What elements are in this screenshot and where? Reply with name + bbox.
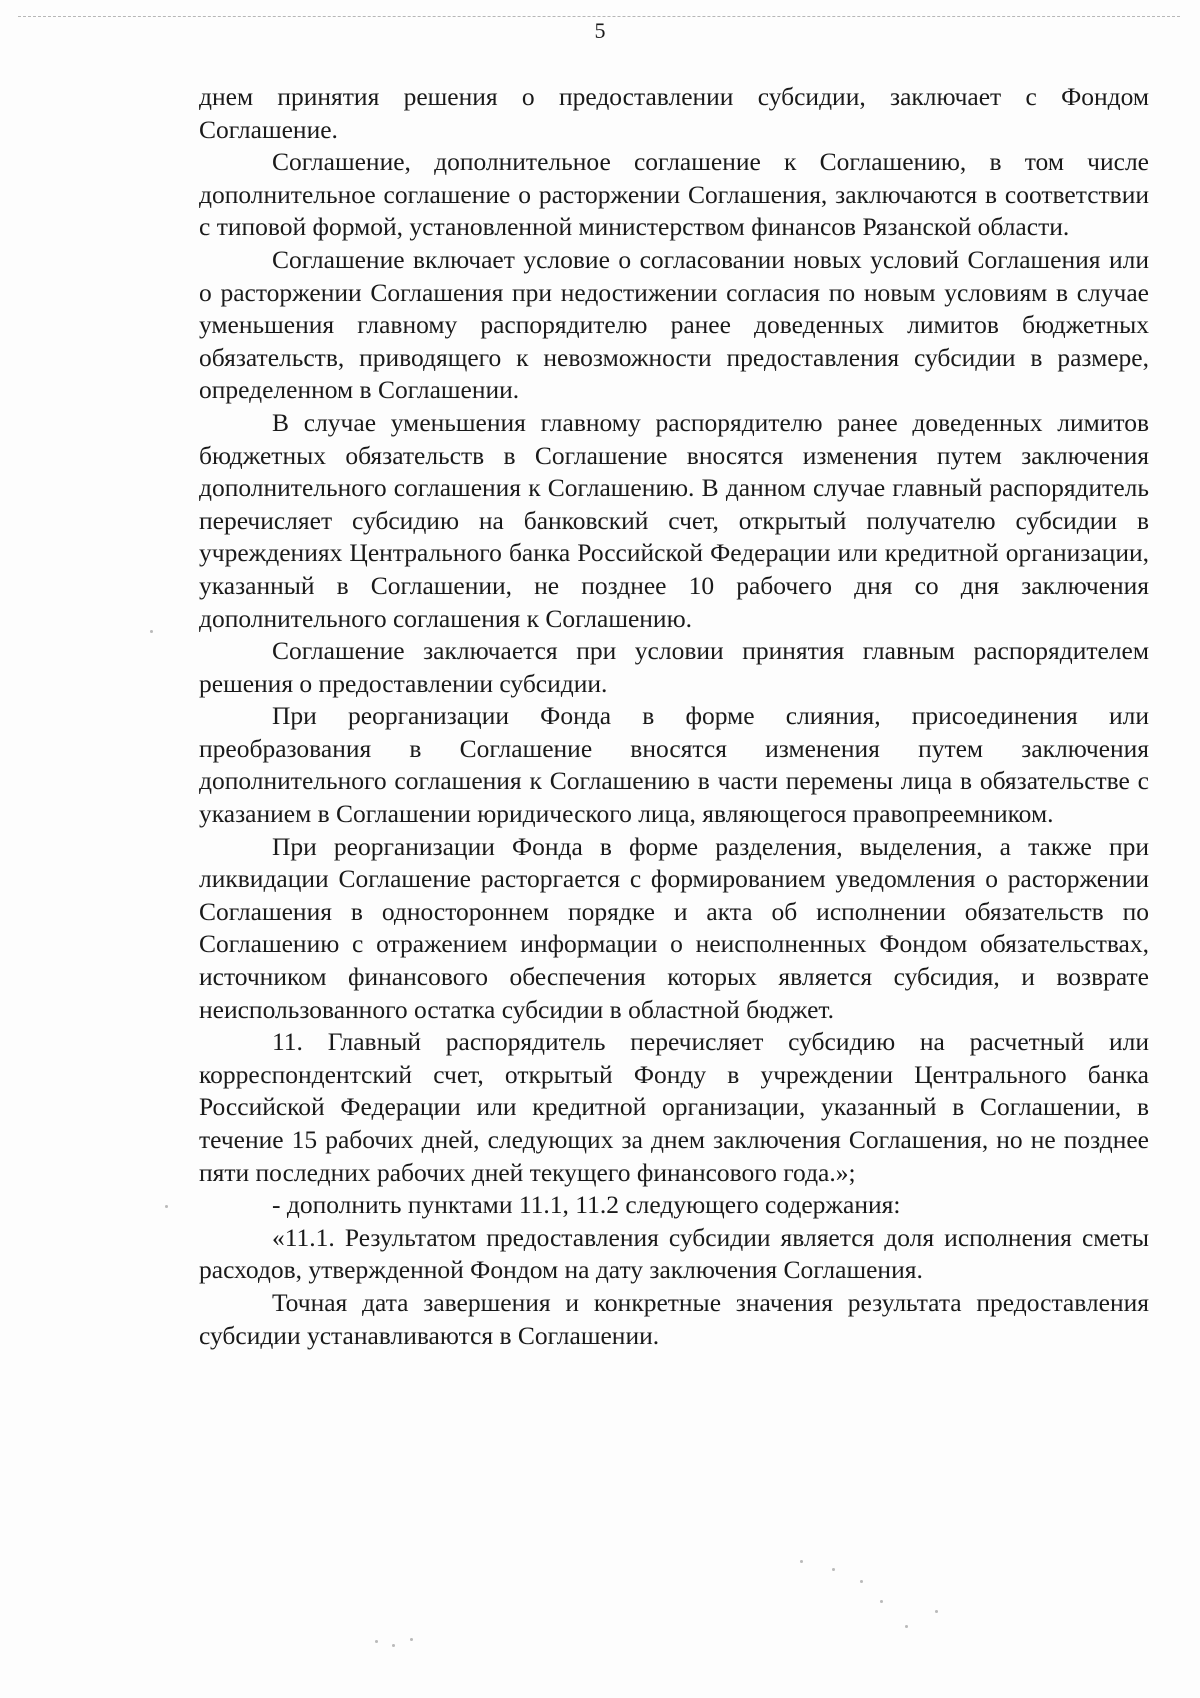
paragraph: Соглашение включает условие о согласовании новых условий Соглашения или о расторжении Соглашения при недостижении согласия по новым условиям в случае уменьшения главному распорядителю ранее доведенных лимитов бюджетных обязательств, приводящего к невозможности предоставления субсидии в размере, определенном в Соглашении. bbox=[199, 244, 1149, 405]
scan-speck bbox=[165, 1205, 168, 1208]
scan-speck bbox=[935, 1610, 938, 1613]
page-number: 5 bbox=[594, 18, 606, 43]
paragraph: При реорганизации Фонда в форме слияния, присоединения или преобразования в Соглашение вносятся изменения путем заключения дополнительного соглашения к Соглашению в части перемены лица в обязательстве с указанием в Соглашении юридического лица, являющегося правопреемником. bbox=[199, 701, 1149, 829]
scan-speck bbox=[880, 1600, 883, 1603]
paragraph: Точная дата завершения и конкретные значения результата предоставления субсидии устанавливаются в Соглашении. bbox=[199, 1287, 1149, 1350]
paragraph: При реорганизации Фонда в форме разделения, выделения, а также при ликвидации Соглашение расторгается с формированием уведомления о расторжении Соглашения в одностороннем порядке и акта об исполнении обязательств по Соглашению с отражением информации о неисполненных Фондом обязательствах, источником финансового обеспечения которых является субсидия, и возврате неиспользованного остатка субсидии в областной бюджет. bbox=[199, 831, 1149, 1024]
paragraph: - дополнить пунктами 11.1, 11.2 следующего содержания: bbox=[272, 1190, 901, 1220]
scan-speck bbox=[375, 1640, 378, 1643]
paragraph: Соглашение, дополнительное соглашение к Соглашению, в том числе дополнительное соглашение о расторжении Соглашения, заключаются в соответствии с типовой формой, установленной министерством финансов Рязанской области. bbox=[199, 147, 1149, 242]
paragraph: «11.1. Результатом предоставления субсидии является доля исполнения сметы расходов, утвержденной Фондом на дату заключения Соглашения. bbox=[199, 1222, 1149, 1285]
scan-speck bbox=[410, 1638, 413, 1641]
paragraph: В случае уменьшения главному распорядителю ранее доведенных лимитов бюджетных обязательств в Соглашение вносятся изменения путем заключения дополнительного соглашения к Соглашению. В данном случае главный распорядитель перечисляет субсидию на банковский счет, открытый получателю субсидии в учреждениях Центрального банка Российской Федерации или кредитной организации, указанный в Соглашении, не позднее 10 рабочего дня со дня заключения дополнительного соглашения к Соглашению. bbox=[199, 407, 1149, 633]
paragraph: днем принятия решения о предоставлении субсидии, заключает с Фондом Соглашение. bbox=[199, 82, 1149, 144]
paragraph: Соглашение заключается при условии принятия главным распорядителем решения о предоставлении субсидии. bbox=[199, 636, 1149, 698]
paragraph: 11. Главный распорядитель перечисляет субсидию на расчетный или корреспондентский счет, открытый Фонду в учреждении Центрального банка Российской Федерации или кредитной организации, указанный в Соглашении, в течение 15 рабочих дней, следующих за днем заключения Соглашения, но не позднее пяти последних рабочих дней текущего финансового года.»; bbox=[199, 1027, 1149, 1187]
document-body bbox=[199, 81, 1149, 1352]
scan-speck bbox=[832, 1568, 835, 1571]
scan-speck bbox=[150, 630, 153, 633]
scan-speck bbox=[392, 1644, 395, 1647]
scan-speck bbox=[905, 1625, 908, 1628]
scan-speck bbox=[800, 1560, 803, 1563]
scan-speck bbox=[860, 1580, 863, 1583]
scan-edge-line bbox=[18, 16, 1180, 17]
